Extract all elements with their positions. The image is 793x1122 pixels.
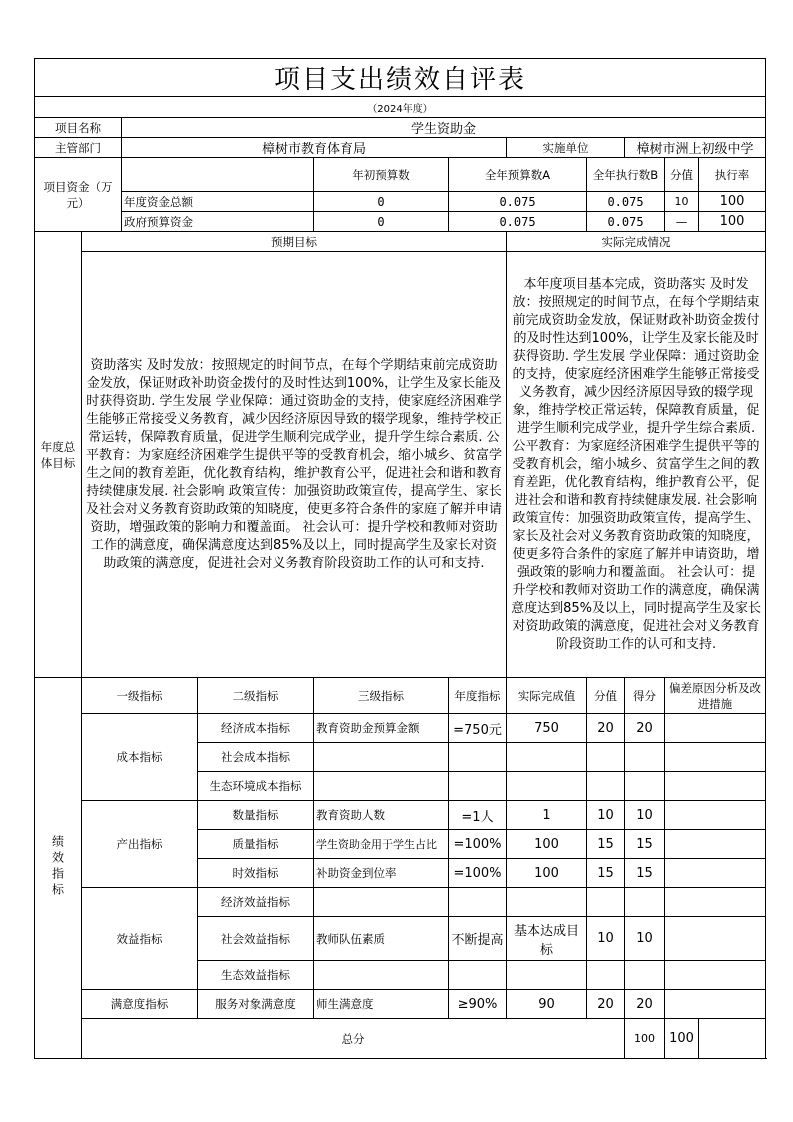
output-quantity-actual: 1 <box>507 801 587 830</box>
dept-value: 樟树市教育体育局 <box>122 138 507 158</box>
ind-header-score: 得分 <box>625 678 665 714</box>
satisfaction-target: ≥90% <box>449 990 507 1019</box>
cost-economic-label: 经济成本指标 <box>198 714 314 743</box>
funds-label: 项目资金（万元） <box>35 158 122 232</box>
output-quality-target: =100% <box>449 830 507 859</box>
total-score: 100 <box>665 1019 699 1059</box>
funds-row-total-rate: 100 <box>699 192 766 212</box>
benefit-social-target: 不断提高 <box>449 917 507 961</box>
project-name-value: 学生资助金 <box>122 118 766 138</box>
actual-goal-text: 本年度项目基本完成，资助落实 及时发放：按照规定的时间节点，在每个学期结束前完成资助金发放，保证财政补助资金拨付的及时性达到100%，让学生及家长能及时获得资助. 学生发展 学业保障：通过资助金的支持，使家庭经济困难学生能够正常接受义务教育，减少因经济原因导致的辍学现象，维持学校正常运转，保障教育质量，促进学生顺利完成学业，提升学生综合素质. 公平教育：为家庭经济困难学生提供平等的受教育机会，缩小城乡、贫富学生之间的教育差距，优化教育结构，维护教育公平，促进社会和谐和教育持续健康发展. 社会影响 政策宣传：加强资助政策宣传，提高学生、家长及社会对义务教育资助政策的知晓度，使更多符合条件的家庭了解并申请资助，增强政策的影响力和覆盖面。 社会认可：提升学校和教师对资助工作的满意度，确保满意度达到85%及以上，同时提高学生及家长对资助政策的满意度，促进社会对义务教育阶段资助工作的认可和支持. <box>507 252 766 678</box>
ind-header-l1: 一级指标 <box>82 678 198 714</box>
funds-header-initial: 年初预算数 <box>314 158 449 192</box>
benefit-social-label: 社会效益指标 <box>198 917 314 961</box>
total-weight: 100 <box>625 1019 665 1059</box>
output-timeliness-actual: 100 <box>507 859 587 888</box>
funds-header-exec: 全年执行数B <box>587 158 665 192</box>
ind-header-analysis: 偏差原因分析及改进措施 <box>665 678 766 714</box>
satisfaction-indicator-label: 满意度指标 <box>82 990 198 1019</box>
funds-header-annual: 全年预算数A <box>449 158 587 192</box>
performance-evaluation-table <box>34 58 765 1059</box>
funds-row-gov-exec: 0.075 <box>587 212 665 232</box>
ind-header-target: 年度指标 <box>449 678 507 714</box>
ind-header-l3: 三级指标 <box>314 678 449 714</box>
funds-row-total-name: 年度资金总额 <box>122 192 314 212</box>
output-indicator-label: 产出指标 <box>82 801 198 888</box>
impl-unit-label: 实施单位 <box>507 138 625 158</box>
cost-social-label: 社会成本指标 <box>198 743 314 772</box>
satisfaction-weight: 20 <box>587 990 625 1019</box>
funds-header-rate: 执行率 <box>699 158 766 192</box>
output-quality-actual: 100 <box>507 830 587 859</box>
actual-goal-header: 实际完成情况 <box>507 232 766 252</box>
cost-economic-target: =750元 <box>449 714 507 743</box>
satisfaction-score: 20 <box>625 990 665 1019</box>
annual-goal-label: 年度总体目标 <box>35 232 82 678</box>
benefit-social-l3: 教师队伍素质 <box>314 917 449 961</box>
year-label: （2024年度） <box>35 97 766 118</box>
output-quality-label: 质量指标 <box>198 830 314 859</box>
ind-header-weight: 分值 <box>587 678 625 714</box>
funds-row-gov-weight: — <box>665 212 699 232</box>
output-timeliness-l3: 补助资金到位率 <box>314 859 449 888</box>
dept-label: 主管部门 <box>35 138 122 158</box>
cost-economic-actual: 750 <box>507 714 587 743</box>
impl-unit-value: 樟树市洲上初级中学 <box>625 138 766 158</box>
output-timeliness-label: 时效指标 <box>198 859 314 888</box>
cost-eco-env-label: 生态环境成本指标 <box>198 772 314 801</box>
funds-row-total-annual: 0.075 <box>449 192 587 212</box>
benefit-social-score: 10 <box>625 917 665 961</box>
expected-goal-header: 预期目标 <box>82 232 507 252</box>
output-timeliness-weight: 15 <box>587 859 625 888</box>
output-quality-score: 15 <box>625 830 665 859</box>
output-quality-l3: 学生资助金用于学生占比 <box>314 830 449 859</box>
satisfaction-l3: 师生满意度 <box>314 990 449 1019</box>
funds-row-total-exec: 0.075 <box>587 192 665 212</box>
satisfaction-l2: 服务对象满意度 <box>198 990 314 1019</box>
output-quantity-label: 数量指标 <box>198 801 314 830</box>
funds-row-total-weight: 10 <box>665 192 699 212</box>
indicators-label: 绩效指标 <box>35 678 82 1059</box>
benefit-indicator-label: 效益指标 <box>82 888 198 990</box>
cost-indicator-label: 成本指标 <box>82 714 198 801</box>
benefit-social-actual: 基本达成目标 <box>507 917 587 961</box>
benefit-social-weight: 10 <box>587 917 625 961</box>
funds-row-gov-name: 政府预算资金 <box>122 212 314 232</box>
expected-goal-text: 资助落实 及时发放：按照规定的时间节点，在每个学期结束前完成资助金发放，保证财政补助资金拨付的及时性达到100%，让学生及家长能及时获得资助. 学生发展 学业保障：通过资助金的支持，使家庭经济困难学生能够正常接受义务教育，减少因经济原因导致的辍学现象，维持学校正常运转，保障教育质量，促进学生顺利完成学业，提升学生综合素质. 公平教育：为家庭经济困难学生提供平等的受教育机会，缩小城乡、贫富学生之间的教育差距，优化教育结构，维护教育公平，促进社会和谐和教育持续健康发展. 社会影响 政策宣传：加强资助政策宣传，提高学生、家长及社会对义务教育资助政策的知晓度，使更多符合条件的家庭了解并申请资助，增强政策的影响力和覆盖面。 社会认可：提升学校和教师对资助工作的满意度，确保满意度达到85%及以上，同时提高学生及家长对资助政策的满意度，促进社会对义务教育阶段资助工作的认可和支持. <box>82 252 507 678</box>
output-quantity-target: =1人 <box>449 801 507 830</box>
funds-row-total-initial: 0 <box>314 192 449 212</box>
satisfaction-actual: 90 <box>507 990 587 1019</box>
funds-row-gov-initial: 0 <box>314 212 449 232</box>
funds-header-weight: 分值 <box>665 158 699 192</box>
benefit-eco-label: 生态效益指标 <box>198 961 314 990</box>
output-quantity-score: 10 <box>625 801 665 830</box>
funds-row-gov-annual: 0.075 <box>449 212 587 232</box>
output-timeliness-score: 15 <box>625 859 665 888</box>
page-title: 项目支出绩效自评表 <box>35 59 766 97</box>
project-name-label: 项目名称 <box>35 118 122 138</box>
benefit-economic-label: 经济效益指标 <box>198 888 314 917</box>
ind-header-l2: 二级指标 <box>198 678 314 714</box>
cost-economic-score: 20 <box>625 714 665 743</box>
cost-economic-weight: 20 <box>587 714 625 743</box>
total-label: 总分 <box>82 1019 625 1059</box>
funds-row-gov-rate: 100 <box>699 212 766 232</box>
cost-economic-l3: 教育资助金预算金额 <box>314 714 449 743</box>
output-timeliness-target: =100% <box>449 859 507 888</box>
ind-header-actual: 实际完成值 <box>507 678 587 714</box>
output-quantity-l3: 教育资助人数 <box>314 801 449 830</box>
output-quality-weight: 15 <box>587 830 625 859</box>
output-quantity-weight: 10 <box>587 801 625 830</box>
